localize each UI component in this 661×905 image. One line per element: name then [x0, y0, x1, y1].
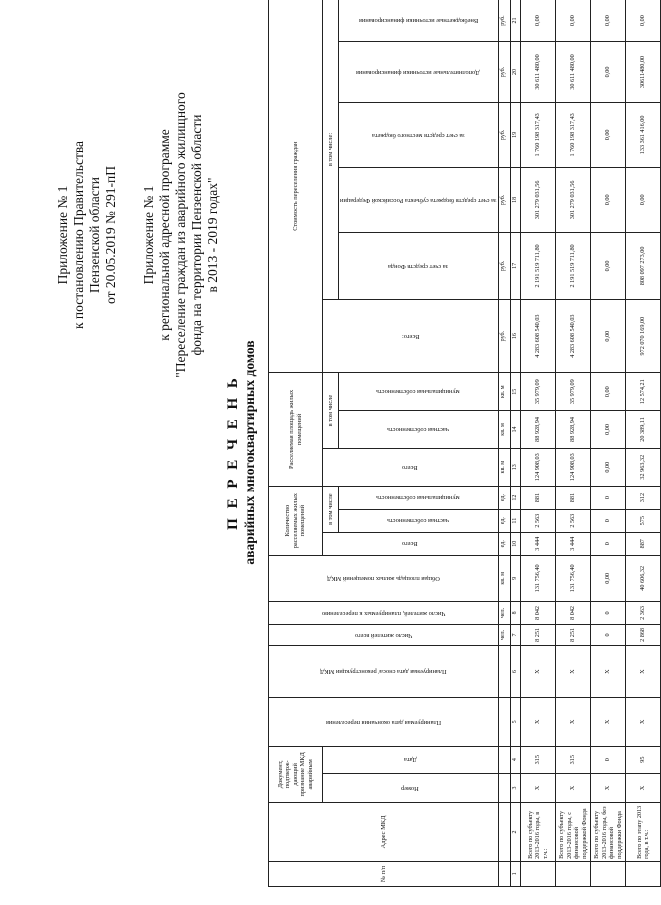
col-header-area-resettle: Расселяемая площадь жилых помещений — [269, 373, 323, 486]
table-cell: 17 — [510, 232, 521, 299]
table-cell: 2 191 519 711,80 — [521, 232, 556, 299]
table-cell: руб. — [498, 42, 510, 103]
table-cell: 8 251 — [556, 624, 591, 645]
table-cell: X — [556, 645, 591, 697]
table-cell: 1 760 198 317,43 — [521, 102, 556, 167]
table-cell: 7 — [510, 624, 521, 645]
table-cell: 575 — [626, 509, 661, 532]
row-address-cell: Всего по субъекту 2013-2016 годы, в т.ч.: — [521, 803, 556, 862]
table-cell: 30611480,00 — [626, 42, 661, 103]
appendix-1-region: Пензенской области — [87, 177, 102, 293]
table-cell: 301 279 031,56 — [556, 167, 591, 232]
header-row-1 — [269, 0, 323, 887]
table-cell: 30 611 480,00 — [556, 42, 591, 103]
table-cell: 88 928,94 — [556, 411, 591, 449]
col-header-rooms-municipal: муниципальная собственность — [339, 486, 499, 509]
col-header-cost-fund: за счет средств Фонда — [339, 232, 499, 299]
appendix-2-name-2: фонда на территории Пензенской области — [189, 114, 204, 356]
col-header-area-r-municipal: муниципальная собственность — [339, 373, 499, 411]
table-cell: 20 389,11 — [626, 411, 661, 449]
table-cell: X — [591, 773, 626, 802]
table-cell: 2 868 — [626, 624, 661, 645]
table-cell: кв. м — [498, 448, 510, 486]
table-cell: 131 756,40 — [521, 555, 556, 601]
table-cell: руб. — [498, 102, 510, 167]
table-cell: 315 — [556, 746, 591, 773]
col-header-cost-total: Всего: — [323, 299, 499, 372]
table-cell: 2 191 519 711,80 — [556, 232, 591, 299]
table-cell: 972 070 169,00 — [626, 299, 661, 372]
table-cell: 19 — [510, 102, 521, 167]
table-cell: 312 — [626, 486, 661, 509]
col-header-area-r-total: Всего — [323, 448, 499, 486]
table-cell: 0,00 — [591, 102, 626, 167]
table-cell: 0,00 — [521, 0, 556, 42]
table-cell: 881 — [521, 486, 556, 509]
table-cell: 13 — [510, 448, 521, 486]
table-cell: 1 — [510, 861, 521, 886]
table-cell: 3 444 — [556, 532, 591, 555]
table-cell: 4 283 608 540,03 — [556, 299, 591, 372]
table-row — [521, 0, 556, 887]
table-cell: 0,00 — [591, 167, 626, 232]
table-cell: 124 908,03 — [521, 448, 556, 486]
table-cell: ед. — [498, 509, 510, 532]
table-cell: 20 — [510, 42, 521, 103]
col-header-doc-date: Дата — [323, 746, 499, 773]
col-header-rooms-total: Всего — [323, 532, 499, 555]
table-row — [591, 0, 626, 887]
table-cell: 14 — [510, 411, 521, 449]
table-cell — [498, 861, 510, 886]
table-cell: кв. м — [498, 555, 510, 601]
table-cell: 0 — [591, 532, 626, 555]
table-cell — [498, 803, 510, 862]
appendix-1-to: к постановлению Правительства — [71, 140, 86, 330]
col-header-rooms: Количество расселяемых жилых помещений — [269, 486, 323, 555]
appendix-1-title: Приложение № 1 — [55, 185, 70, 285]
table-cell: 0 — [591, 486, 626, 509]
table-cell: 4 — [510, 746, 521, 773]
table-cell: 0 — [591, 509, 626, 532]
col-header-cost-nonbudget: Внебюджетные источники финансирования — [339, 0, 499, 42]
document-subtitle: аварийных многоквартирных домов — [242, 340, 257, 565]
appendix-2-title: Приложение № 1 — [141, 185, 156, 285]
table-cell: 8 — [510, 601, 521, 624]
table-cell: руб. — [498, 0, 510, 42]
col-header-cost-subject: за счет средств бюджета субъекта Российской Федерации — [339, 167, 499, 232]
table-cell: X — [556, 773, 591, 802]
table-cell: 0,00 — [591, 448, 626, 486]
appendix-2-name-1: "Переселение граждан из аварийного жилищного — [173, 92, 188, 378]
table-cell: 1 760 198 317,43 — [556, 102, 591, 167]
table-cell: 15 — [510, 373, 521, 411]
col-header-rooms-incl: в том числе — [323, 486, 339, 532]
table-cell: 21 — [510, 0, 521, 42]
table-cell: 2 — [510, 803, 521, 862]
table-cell: X — [556, 698, 591, 746]
col-header-cost: Стоимость переселения граждан — [269, 0, 323, 373]
table-cell: руб. — [498, 232, 510, 299]
table-cell: 40 606,32 — [626, 555, 661, 601]
table-cell: 10 — [510, 532, 521, 555]
col-header-cost-extra: Дополнительные источники финансирования — [339, 42, 499, 103]
table-cell: 0,00 — [591, 232, 626, 299]
table-cell: X — [626, 698, 661, 746]
table-cell: чел. — [498, 601, 510, 624]
table-cell: 32 963,32 — [626, 448, 661, 486]
table-cell: 0 — [591, 624, 626, 645]
col-header-address: Адрес МКД — [269, 803, 499, 862]
table-cell: 315 — [521, 746, 556, 773]
appendix-header — [55, 45, 221, 425]
table-cell: 0,00 — [591, 42, 626, 103]
appendix-1-date: от 20.05.2019 № 291-пП — [103, 166, 118, 304]
table-cell: ед. — [498, 532, 510, 555]
table-cell: 3 444 — [521, 532, 556, 555]
table-cell — [498, 698, 510, 746]
col-header-residents-plan: Число жителей, планируемых к переселению — [269, 601, 499, 624]
table-cell: 30 611 480,00 — [521, 42, 556, 103]
table-cell: 2 363 — [626, 601, 661, 624]
table-cell: 88 928,94 — [521, 411, 556, 449]
row-address-cell: Всего по субъекту 2013-2016 годы, без финансовой поддержки Фонда — [591, 803, 626, 862]
row-address-cell: Всего по субъекту 2013-2016 годы, с финансовой поддержкой Фонда — [556, 803, 591, 862]
row-address-cell: Всего по этапу 2013 года, в т.ч.: — [626, 803, 661, 862]
table-cell: 11 — [510, 509, 521, 532]
table-cell: кв. м — [498, 411, 510, 449]
column-numbers-row — [510, 0, 521, 887]
table-cell: X — [626, 645, 661, 697]
table-cell: ед. — [498, 486, 510, 509]
table-cell: X — [626, 773, 661, 802]
table-cell: 0 — [591, 746, 626, 773]
table-cell: X — [521, 698, 556, 746]
table-cell: 9 — [510, 555, 521, 601]
table-cell — [626, 861, 661, 886]
table-cell: 2 563 — [521, 509, 556, 532]
table-cell: 0,00 — [626, 167, 661, 232]
col-header-document: Документ, подтверж- дающий признание МКД аварийным — [269, 746, 323, 803]
table-cell: руб. — [498, 299, 510, 372]
appendix-2-name-3: в 2013 - 2019 годах" — [205, 177, 220, 293]
table-cell: 133 361 416,00 — [626, 102, 661, 167]
table-cell: 0,00 — [591, 0, 626, 42]
document-title-block — [224, 0, 258, 905]
col-header-area-r-private: частная собственность — [339, 411, 499, 449]
table-cell: 95 — [626, 746, 661, 773]
table-cell: 881 — [556, 486, 591, 509]
table-cell: руб. — [498, 167, 510, 232]
table-cell — [498, 746, 510, 773]
table-cell: чел. — [498, 624, 510, 645]
table-cell: 0,00 — [591, 299, 626, 372]
table-cell: 3 — [510, 773, 521, 802]
table-cell: 0,00 — [626, 0, 661, 42]
col-header-cost-incl: в том числе: — [323, 0, 339, 299]
table-cell: 131 756,40 — [556, 555, 591, 601]
col-header-area-total: Общая площадь жилых помещений МКД — [269, 555, 499, 601]
table-cell: 808 097 273,00 — [626, 232, 661, 299]
table-cell: 12 — [510, 486, 521, 509]
units-row — [498, 0, 510, 887]
document-title: П Е Р Е Ч Е Н Ь — [225, 375, 241, 530]
col-header-rooms-private: частная собственность — [339, 509, 499, 532]
col-header-area-r-incl: в том числе — [323, 373, 339, 448]
table-cell: 6 — [510, 645, 521, 697]
table-cell: 8 042 — [556, 601, 591, 624]
table-cell: 5 — [510, 698, 521, 746]
col-header-cost-local: за счет средств местного бюджета — [339, 102, 499, 167]
col-header-plan-demolish: Планируемая дата сноса/ реконструкции МКД — [269, 645, 499, 697]
table-cell: кв. м — [498, 373, 510, 411]
houses-table — [268, 0, 661, 887]
table-cell — [591, 861, 626, 886]
table-cell: 35 979,09 — [556, 373, 591, 411]
table-cell: 18 — [510, 167, 521, 232]
table-cell: X — [591, 645, 626, 697]
col-header-residents-total: Число жителей всего — [269, 624, 499, 645]
header-row-2 — [323, 0, 339, 887]
table-cell — [556, 861, 591, 886]
table-cell: 4 283 608 540,03 — [521, 299, 556, 372]
table-cell: 12 574,21 — [626, 373, 661, 411]
table-cell: 8 042 — [521, 601, 556, 624]
table-cell — [498, 773, 510, 802]
table-cell: 0 — [591, 601, 626, 624]
table-cell: 0,00 — [556, 0, 591, 42]
table-cell: 2 563 — [556, 509, 591, 532]
col-header-doc-number: Номер — [323, 773, 499, 802]
table-cell: 0,00 — [591, 555, 626, 601]
col-header-plan-resettle: Планируемая дата окончания переселения — [269, 698, 499, 746]
table-cell: 8 251 — [521, 624, 556, 645]
table-cell: X — [521, 773, 556, 802]
table-cell: 301 279 031,56 — [521, 167, 556, 232]
appendix-2-to: к региональной адресной программе — [157, 129, 172, 341]
table-cell — [498, 645, 510, 697]
table-cell: 887 — [626, 532, 661, 555]
table-cell: X — [591, 698, 626, 746]
col-header-num: № п/п — [269, 861, 499, 886]
table-cell: 35 979,09 — [521, 373, 556, 411]
table-cell: 0,00 — [591, 373, 626, 411]
table-cell: X — [521, 645, 556, 697]
table-row — [626, 0, 661, 887]
table-cell: 124 908,03 — [556, 448, 591, 486]
table-cell: 0,00 — [591, 411, 626, 449]
table-cell — [521, 861, 556, 886]
table-cell: 16 — [510, 299, 521, 372]
table-row — [556, 0, 591, 887]
